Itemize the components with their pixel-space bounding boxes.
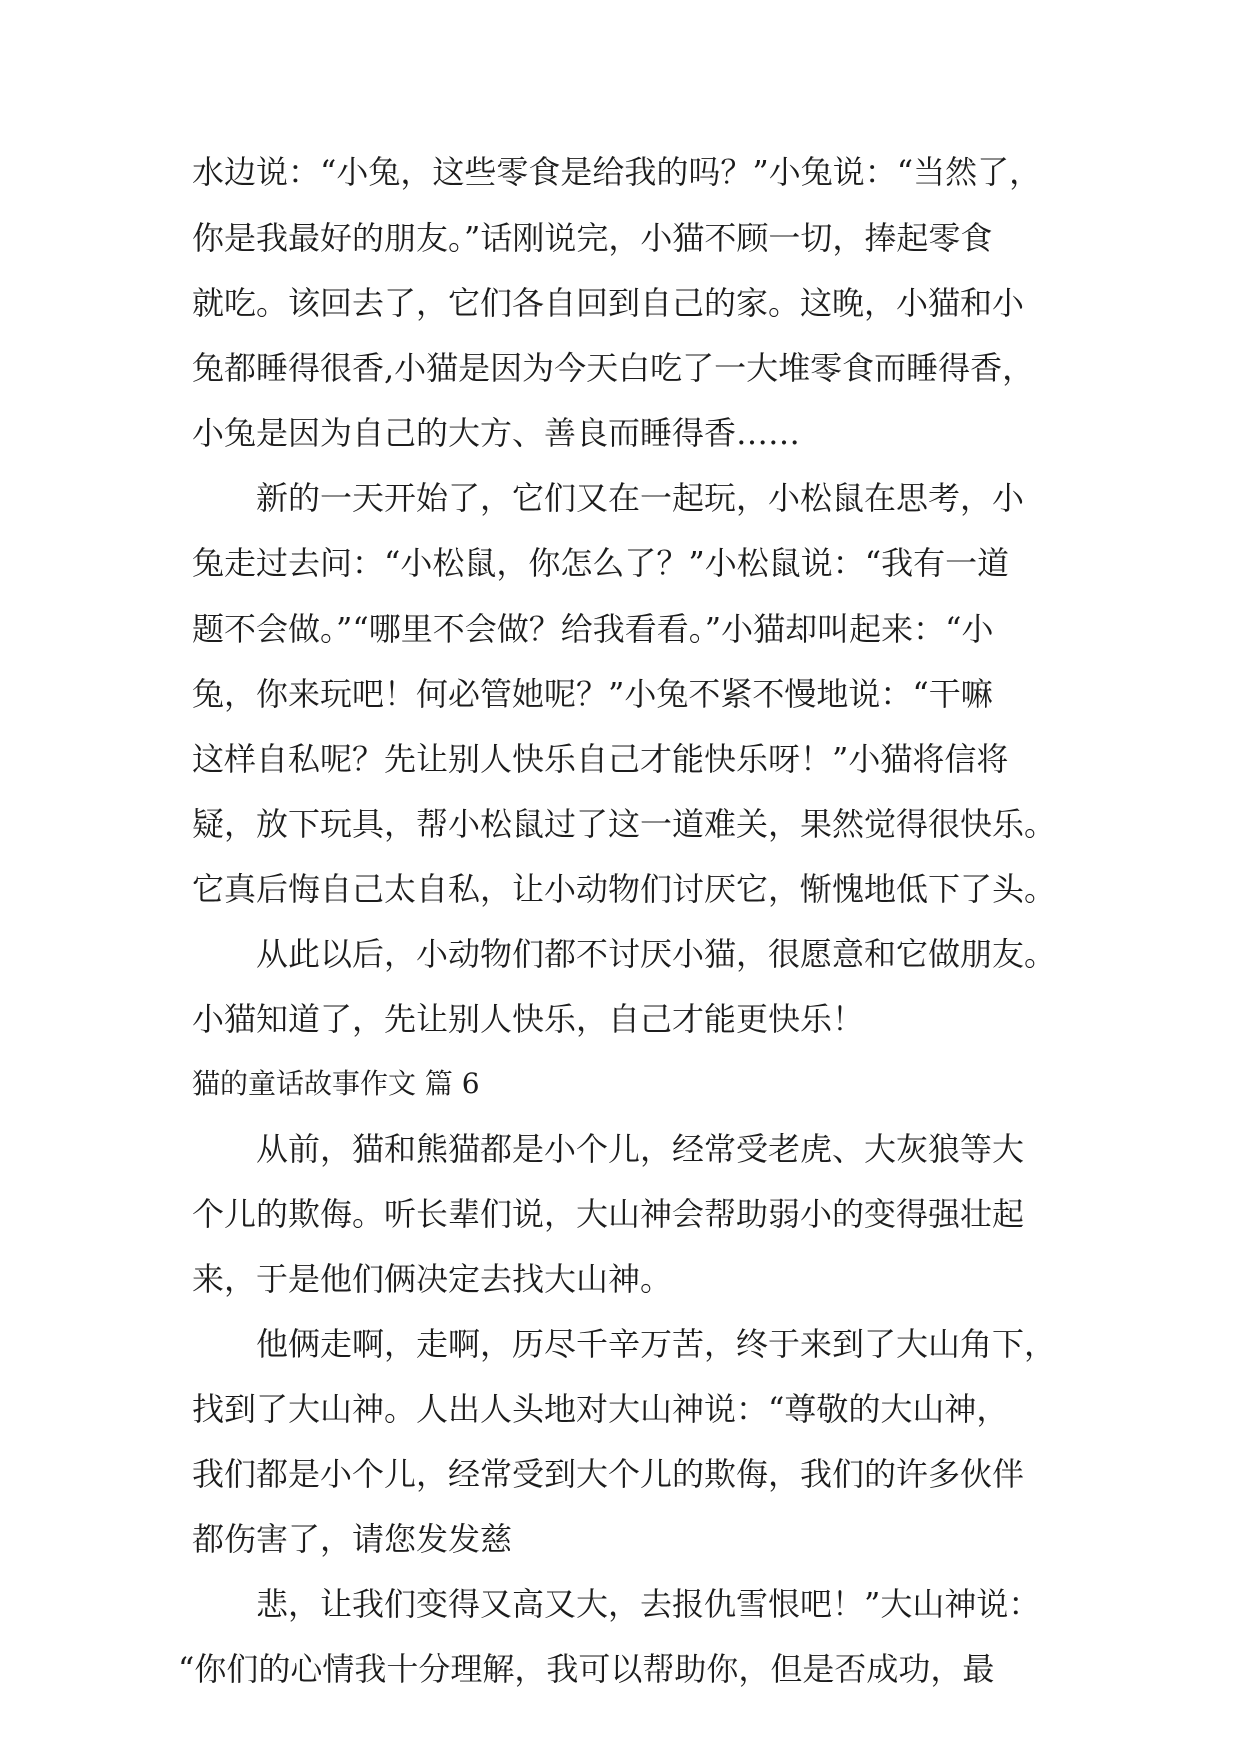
text-line: 都伤害了，请您发发慈 [192,1520,513,1558]
text-line: 找到了大山神。人出人头地对大山神说：“尊敬的大山神， [192,1390,1009,1428]
text-line: 小兔是因为自己的大方、善良而睡得香…… [192,414,801,452]
paragraph-first-line: 悲，让我们变得又高又大，去报仇雪恨吧！”大山神说： [256,1585,1041,1623]
text-line: 题不会做。”“哪里不会做？给我看看。”小猫却叫起来：“小 [192,610,994,648]
text-line: 兔走过去问：“小松鼠，你怎么了？”小松鼠说：“我有一道 [192,544,1010,582]
text-line: “你们的心情我十分理解，我可以帮助你，但是否成功，最 [178,1650,995,1688]
text-line: 就吃。该回去了，它们各自回到自己的家。这晚，小猫和小 [192,284,1025,322]
text-line: 它真后悔自己太自私，让小动物们讨厌它，惭愧地低下了头。 [192,870,1057,908]
text-line: 你是我最好的朋友。”话刚说完，小猫不顾一切，捧起零食 [192,219,993,257]
text-line: 这样自私呢？先让别人快乐自己才能快乐呀！”小猫将信将 [192,740,1009,778]
text-line: 个儿的欺侮。听长辈们说，大山神会帮助弱小的变得强壮起 [192,1195,1025,1233]
text-line: 兔，你来玩吧！何必管她呢？”小兔不紧不慢地说：“干嘛 [192,675,993,713]
paragraph-first-line: 他俩走啊，走啊，历尽千辛万苦，终于来到了大山角下， [256,1325,1057,1363]
text-line: 来，于是他们俩决定去找大山神。 [192,1260,673,1298]
text-line: 疑，放下玩具，帮小松鼠过了这一道难关，果然觉得很快乐。 [192,805,1057,843]
paragraph-first-line: 新的一天开始了，它们又在一起玩，小松鼠在思考，小 [256,479,1025,517]
paragraph-first-line: 从此以后，小动物们都不讨厌小猫，很愿意和它做朋友。 [256,935,1057,973]
text-line: 兔都睡得很香,小猫是因为今天白吃了一大堆零食而睡得香， [192,349,1035,387]
paragraph-first-line: 从前，猫和熊猫都是小个儿，经常受老虎、大灰狼等大 [256,1130,1025,1168]
text-line: 我们都是小个儿，经常受到大个儿的欺侮，我们的许多伙伴 [192,1455,1025,1493]
text-line: 水边说：“小兔，这些零食是给我的吗？”小兔说：“当然了， [192,153,1042,191]
section-heading: 猫的童话故事作文 篇 6 [192,1067,480,1100]
text-line: 小猫知道了，先让别人快乐，自己才能更快乐！ [192,1000,865,1038]
